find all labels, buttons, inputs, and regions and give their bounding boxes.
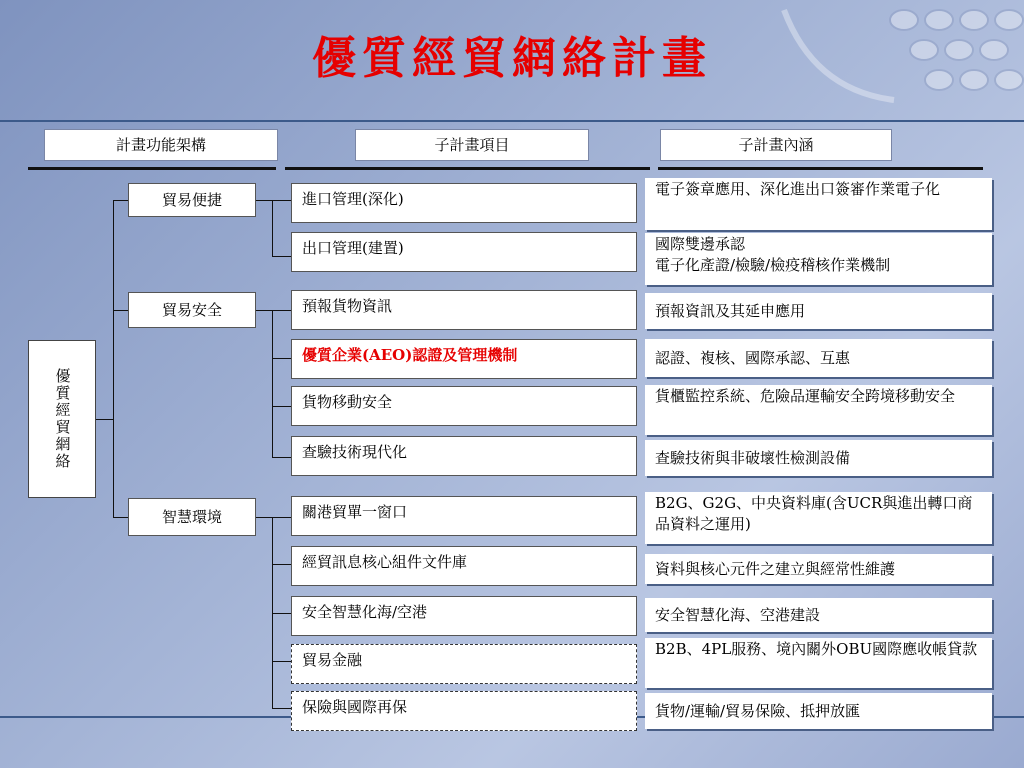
connector — [96, 419, 113, 420]
item-single-window: 關港貿單一窗口 — [291, 496, 637, 536]
connector — [272, 256, 291, 257]
connector — [256, 310, 291, 311]
item-smart-ports: 安全智慧化海/空港 — [291, 596, 637, 636]
desc-insurance-reinsurance: 貨物/運輸/貿易保險、抵押放匯 — [645, 693, 992, 729]
header-content: 子計畫內涵 — [660, 129, 892, 161]
header-underline — [285, 167, 650, 170]
root-node: 優質經貿網絡 — [28, 340, 96, 498]
connector — [113, 517, 128, 518]
desc-smart-ports: 安全智慧化海、空港建設 — [645, 598, 992, 632]
desc-inspection-modernization: 查驗技術與非破壞性檢測設備 — [645, 440, 992, 476]
top-divider — [0, 120, 1024, 122]
desc-single-window: B2G、G2G、中央資料庫(含UCR與進出轉口商品資料之運用) — [645, 492, 992, 544]
header-subprojects: 子計畫項目 — [355, 129, 589, 161]
desc-cargo-advance-info: 預報資訊及其延申應用 — [645, 293, 992, 329]
connector — [272, 708, 291, 709]
page-title: 優質經貿網絡計畫 — [312, 33, 712, 84]
item-aeo-certification: 優質企業(AEO)認證及管理機制 — [291, 339, 637, 379]
item-trade-finance: 貿易金融 — [291, 644, 637, 684]
desc-export-management: 國際雙邊承認 電子化產證/檢驗/檢疫稽核作業機制 — [645, 233, 992, 285]
header-framework: 計畫功能架構 — [44, 129, 278, 161]
connector — [256, 517, 291, 518]
item-import-management: 進口管理(深化) — [291, 183, 637, 223]
connector — [272, 310, 273, 458]
item-export-management: 出口管理(建置) — [291, 232, 637, 272]
connector — [113, 200, 128, 201]
connector — [272, 564, 291, 565]
desc-import-management: 電子簽章應用、深化進出口簽審作業電子化 — [645, 178, 992, 230]
connector — [272, 200, 273, 257]
item-document-repository: 經貿訊息核心組件文件庫 — [291, 546, 637, 586]
connector — [272, 457, 291, 458]
item-inspection-modernization: 查驗技術現代化 — [291, 436, 637, 476]
item-cargo-movement-security: 貨物移動安全 — [291, 386, 637, 426]
category-trade-security: 貿易安全 — [128, 292, 256, 328]
item-cargo-advance-info: 預報貨物資訊 — [291, 290, 637, 330]
connector — [256, 200, 291, 201]
connector — [272, 406, 291, 407]
desc-cargo-movement-security: 貨櫃監控系統、危險品運輸安全跨境移動安全 — [645, 385, 992, 435]
connector — [272, 358, 291, 359]
item-insurance-reinsurance: 保險與國際再保 — [291, 691, 637, 731]
desc-trade-finance: B2B、4PL服務、境內關外OBU國際應收帳貸款 — [645, 638, 992, 688]
category-smart-environment: 智慧環境 — [128, 498, 256, 536]
desc-aeo-certification: 認證、複核、國際承認、互惠 — [645, 339, 992, 377]
header-underline — [658, 167, 983, 170]
connector — [272, 661, 291, 662]
category-trade-facilitation: 貿易便捷 — [128, 183, 256, 217]
connector — [113, 200, 114, 518]
header-underline — [28, 167, 276, 170]
desc-document-repository: 資料與核心元件之建立與經常性維護 — [645, 554, 992, 584]
connector — [272, 613, 291, 614]
connector — [113, 310, 128, 311]
